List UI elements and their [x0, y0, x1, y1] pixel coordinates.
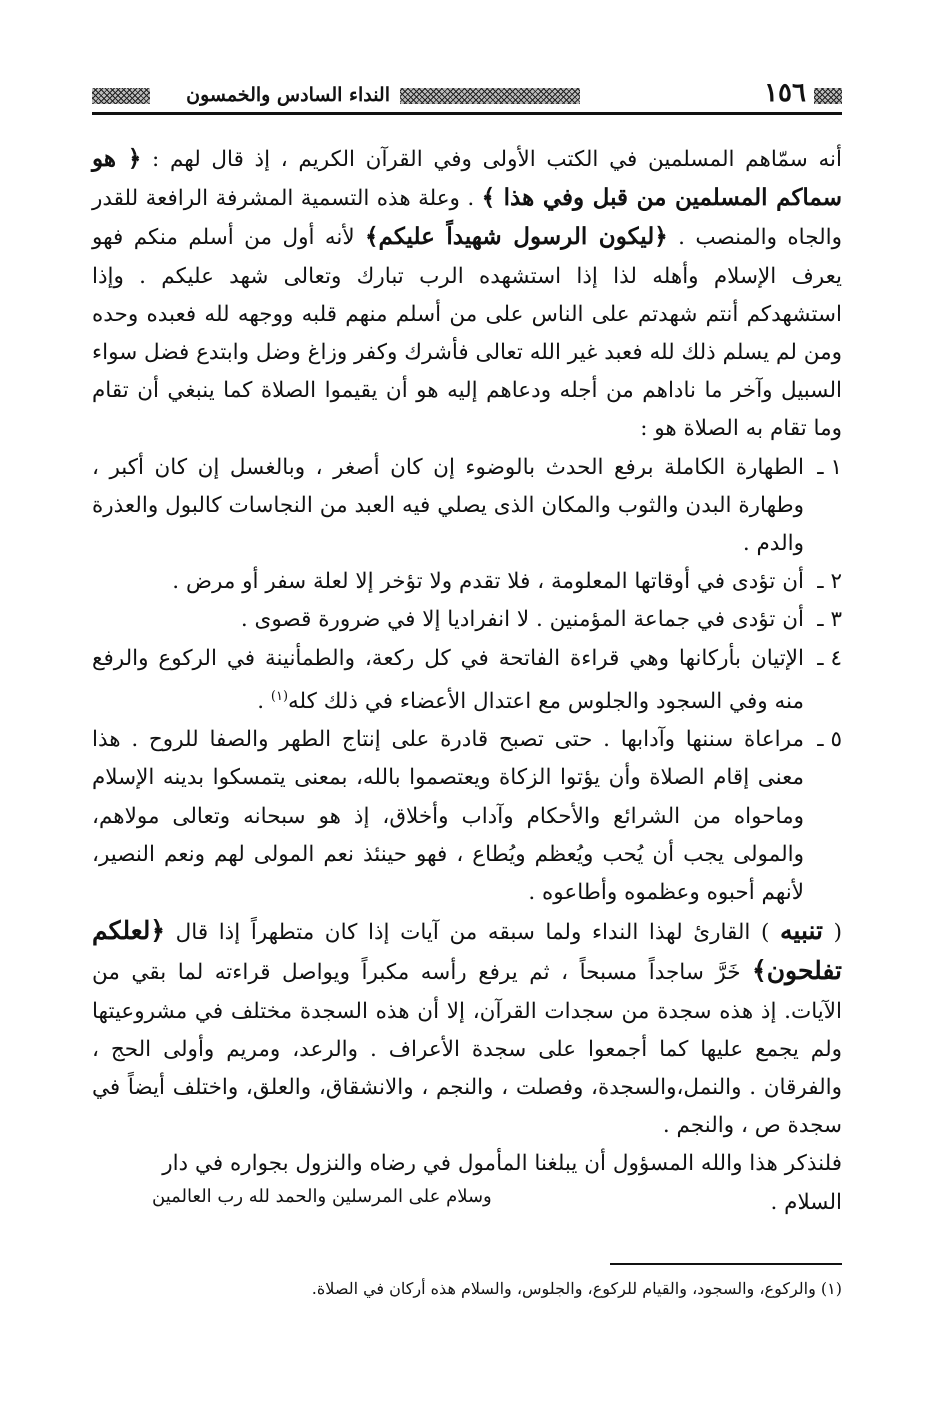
note-open-paren: ( [833, 920, 842, 946]
running-title: النداء السادس والخمسون [186, 84, 390, 106]
list-item-text: أن تؤدى في أوقاتها المعلومة ، فلا تقدم ولا تؤخر إلا لعلة سفر أو مرض . [172, 569, 804, 595]
closing-last-word: السلام . [770, 1189, 842, 1215]
list-item [92, 563, 842, 601]
page-header [92, 76, 842, 110]
list-item-end: . [257, 689, 271, 714]
note-text-1: ) القارئ لهذا النداء ولما سبقه من آيات إذا كان متطهراً إذا قال [175, 920, 770, 946]
quran-quote-1: ﴿ هو سماكم المسلمين من قبل وفي هذا ﴾ [92, 145, 842, 212]
quran-quote-3: ﴿لعلكم تفلحون﴾ [92, 916, 842, 986]
main-text [92, 140, 842, 1222]
note-label: تنبيه [780, 916, 823, 946]
list-item-text [92, 640, 804, 722]
list-item-body: الإتيان بأركانها وهي قراءة الفاتحة في كل ركعة، والطمأنينة في الركوع والرفع منه وفي السجود والجلوس مع اعتدال الأعضاء في ذلك كله [92, 645, 804, 714]
list-item [92, 601, 842, 639]
list-item-number: ٤ ـ [817, 645, 842, 671]
note-paragraph [92, 912, 842, 1145]
closing-text: فلنذكر هذا والله المسؤول أن يبلغنا المأمول في رضاه والنزول بجواره في دار [162, 1151, 842, 1177]
intro-text-2: . وعلة هذه التسمية المشرفة الرافعة للقدر والجاه والمنصب . [92, 186, 842, 251]
page-number: ١٥٦ [764, 78, 806, 108]
closing-line [92, 1184, 842, 1222]
list-item-number: ٥ ـ [817, 727, 842, 753]
footnote-rule [610, 1263, 842, 1265]
list-item [92, 640, 842, 722]
header-ornament-left [92, 88, 150, 104]
quran-quote-2: ﴿ليكون الرسول شهيداً عليكم﴾ [365, 223, 668, 251]
list-item-text: مراعاة سننها وآدابها . حتى تصبح قادرة على إنتاج الطهر والصفا للروح . هذا معنى إقام الصلاة وأن يؤتوا الزكاة ويعتصموا بالله، بمعنى يتمسكوا بدينه الإسلام وماحواه من الشرائع والأحكام وآداب وأخلاق، إذ هو سبحانه وتعالى مولاهم، والمولى يجب أن يُحب ويُعظم ويُطاع ، فهو حينئذ نعم المولى لهم ونعم النصير، لأنهم أحبوه وعظموه وأطاعوه . [92, 727, 804, 906]
header-ornament-middle [400, 88, 580, 104]
list-item-number: ٢ ـ [817, 569, 842, 595]
list-item-number: ١ ـ [817, 454, 842, 480]
intro-paragraph [92, 140, 842, 449]
header-ornament-right [814, 88, 842, 104]
list-item-text: الطهارة الكاملة برفع الحدث بالوضوء إن كان أصغر ، وبالغسل إن كان أكبر ، وطهارة البدن والثوب والمكان الذى يصلي فيه العبد من النجاسات كالبول والعذرة والدم . [92, 454, 804, 557]
intro-text-3: لأنه أول من أسلم منكم فهو يعرف الإسلام وأهله لذا إذا استشهده الرب تبارك وتعالى شهد عليكم . وإذا استشهدكم أنتم شهدتم على الناس على من أسلم منهم قلبه ووجهه لله فعبده وحده ومن لم يسلم ذلك لله فعبد غير الله تعالى فأشرك وكفر وزاغ وضل وابتدع فضل سواء السبيل وآخر ما ناداهم من أجله ودعاهم إليه هو أن يقيموا الصلاة كما ينبغي أن تقام وما تقام به الصلاة هو : [92, 225, 842, 442]
doxology: وسلام على المرسلين والحمد لله رب العالمين [152, 1185, 492, 1207]
header-rule [92, 112, 842, 115]
list-item [92, 449, 842, 564]
intro-text-1: أنه سمّاهم المسلمين في الكتب الأولى وفي القرآن الكريم ، إذ قال لهم : [152, 147, 842, 172]
list-item-number: ٣ ـ [817, 607, 842, 633]
footnote: (١) والركوع، والسجود، والقيام للركوع، والجلوس، والسلام هذه أركان في الصلاة. [311, 1279, 842, 1298]
note-text-2: خَرَّ ساجداً مسبحاً ، ثم يرفع رأسه مكبراً ويواصل قراءته لما بقي من الآيات. إذ هذه سجدة من سجدات القرآن، إلا أن هذه السجدة مختلف في مشروعيتها ولم يجمع عليها كما أجمعوا على سجدة الأعراف . والرعد، ومريم وأولى الحج ، والفرقان . والنمل،والسجدة، وفصلت ، والنجم ، والانشقاق، والعلق، واختلف أيضاً في سجدة ص ، والنجم . [92, 960, 842, 1139]
footnote-reference[interactable]: (١) [270, 688, 289, 704]
list-item-text: أن تؤدى في جماعة المؤمنين . لا انفراديا إلا في ضرورة قصوى . [240, 607, 804, 633]
list-item [92, 721, 842, 912]
